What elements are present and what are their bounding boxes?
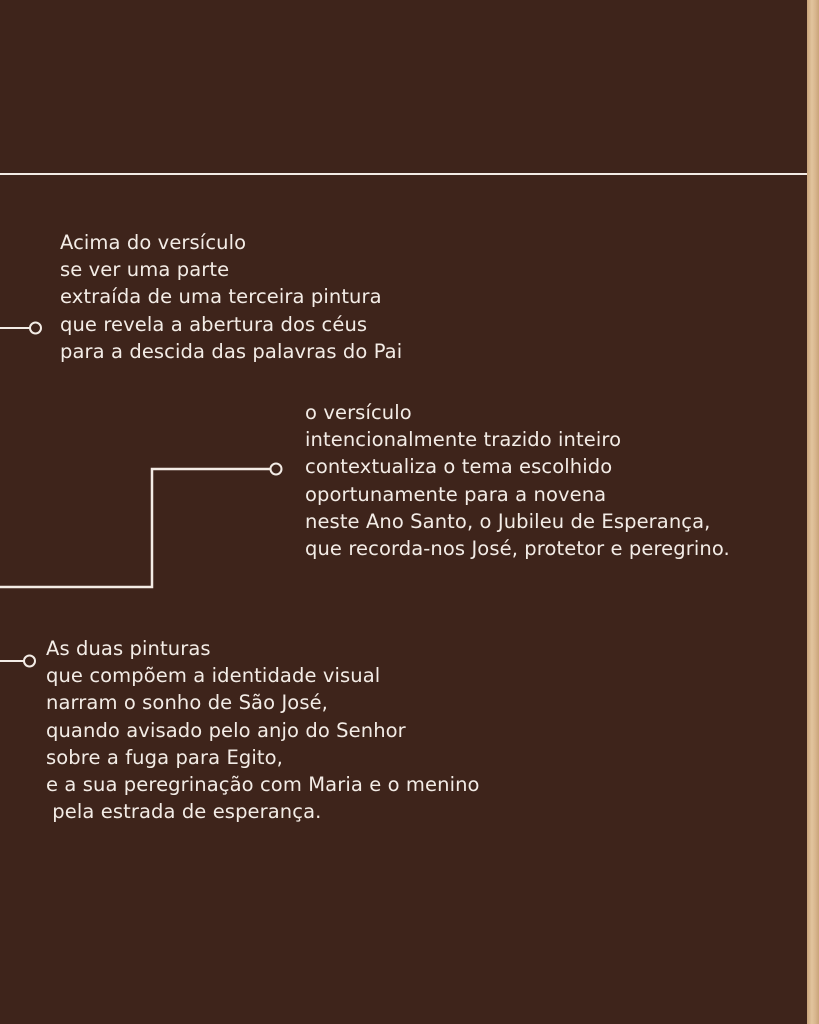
text-line: que compõem a identidade visual	[46, 664, 381, 688]
text-line: Acima do versículo	[60, 231, 247, 254]
text-block-bottom	[46, 635, 480, 825]
text-line: se ver uma parte	[60, 258, 230, 282]
text-line: narram o sonho de São José,	[46, 691, 328, 715]
connector-bottom-node	[24, 656, 35, 667]
text-line: para a descida das palavras do Pai	[60, 339, 403, 363]
text-line: intencionalmente trazido inteiro	[305, 428, 622, 452]
connector-bottom	[0, 656, 35, 667]
text-line: As duas pinturas	[46, 637, 211, 660]
text-line: extraída de uma terceira pintura	[60, 285, 382, 309]
text-line: sobre a fuga para Egito,	[46, 745, 283, 769]
text-block-top	[60, 229, 402, 365]
connector-top-node	[30, 323, 41, 334]
connector-middle-node	[271, 464, 282, 475]
text-line: quando avisado pelo anjo do Senhor	[46, 718, 406, 742]
text-line: e a sua peregrinação com Maria e o menino	[46, 773, 480, 797]
connector-top	[0, 323, 41, 334]
text-line: que recorda-nos José, protetor e peregrino.	[305, 537, 730, 561]
text-line: pela estrada de esperança.	[46, 800, 322, 824]
text-line: que revela a abertura dos céus	[60, 312, 368, 336]
text-line: oportunamente para a novena	[305, 482, 607, 506]
text-line: o versículo	[305, 401, 412, 424]
text-line: contextualiza o tema escolhido	[305, 455, 613, 479]
text-line: neste Ano Santo, o Jubileu de Esperança,	[305, 509, 711, 533]
connector-middle	[0, 464, 282, 588]
text-block-middle	[305, 399, 730, 562]
